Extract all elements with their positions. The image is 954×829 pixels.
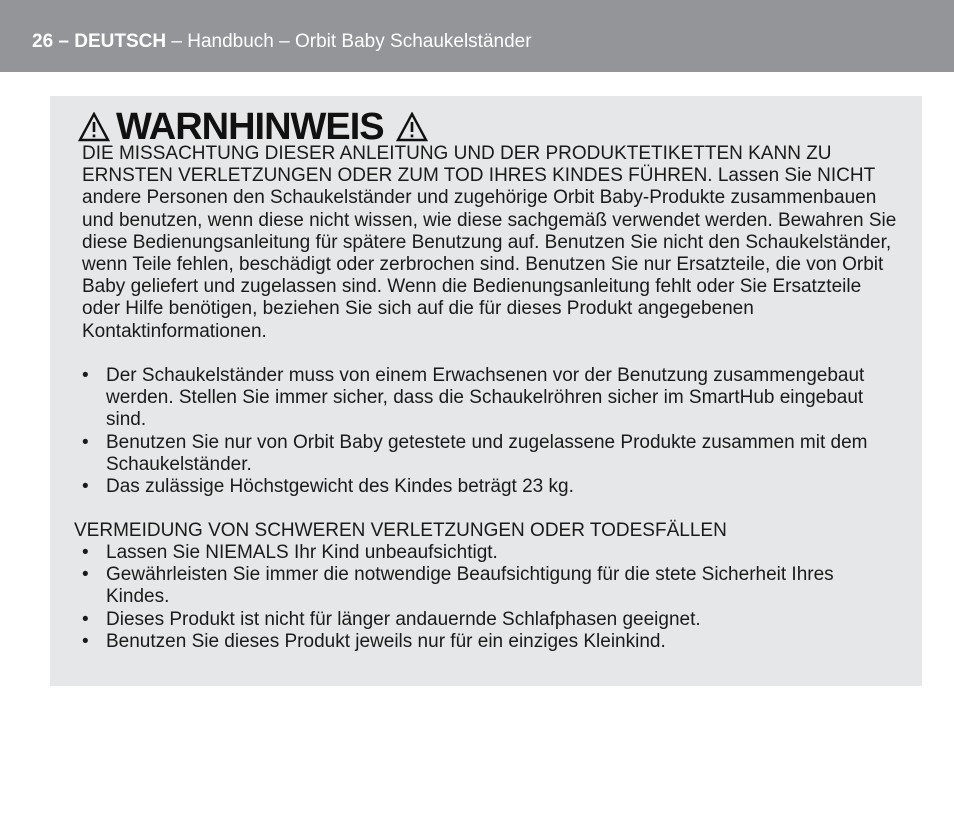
warning-intro-paragraph: DIE MISSACHTUNG DIESER ANLEITUNG UND DER PRODUKTETIKETTEN KANN ZU ERNSTEN VERLETZUNGEN ODER ZUM TOD IHRES KINDES FÜHREN. Lassen Sie NICHT andere Personen den Schaukelständer und zugehörige Orbit Baby-Produkte zusammenbauen und benutzen, wenn diese nicht wissen, wie diese sachgemäß verwendet werden. Bewahren Sie diese Bedienungsanleitung für spätere Benutzung auf. Benutzen Sie nicht den Schaukelständer, wenn Teile fehlen, beschädigt oder zerbrochen sind. Benutzen Sie nur Ersatzteile, die von Orbit Baby geliefert und zugelassen sind. Wenn die Bedienungsanleitung fehlt oder Sie Ersatzteile oder Hilfe benötigen, beziehen Sie sich auf die für dieses Produkt angegebenen Kontaktinformationen.: [82, 143, 897, 342]
bullet-icon: •: [82, 542, 89, 563]
list-item: [82, 432, 897, 476]
warning-title: WARNHINWEIS: [116, 106, 384, 148]
header-manual-title: – Handbuch – Orbit Baby Schaukelständer: [166, 31, 532, 52]
header-language: DEUTSCH: [74, 31, 167, 52]
list-item: [82, 609, 897, 631]
section-heading: VERMEIDUNG VON SCHWEREN VERLETZUNGEN ODER TODESFÄLLEN: [74, 520, 727, 541]
list-item: [82, 365, 897, 432]
bullet-icon: •: [82, 564, 89, 586]
bullet-icon: •: [82, 365, 89, 386]
header-separator: –: [53, 31, 75, 52]
bullet-icon: •: [82, 431, 89, 453]
list-item-text: Der Schaukelständer muss von einem Erwachsenen vor der Benutzung zusammengebaut werden. Stellen Sie immer sicher, dass die Schaukelröhren sicher im SmartHub eingebaut sind.: [106, 365, 865, 431]
list-item-text: Benutzen Sie dieses Produkt jeweils nur für ein einziges Kleinkind.: [106, 630, 666, 652]
warning-triangle-icon: [78, 112, 110, 142]
warning-title-row: [78, 106, 428, 148]
list-item-text: Benutzen Sie nur von Orbit Baby getestete und zugelassene Produkte zusammen mit dem Schaukelständer.: [106, 431, 868, 475]
list-item: [82, 476, 897, 498]
list-item-text: Lassen Sie NIEMALS Ihr Kind unbeaufsichtigt.: [106, 542, 498, 563]
bullet-icon: •: [82, 476, 89, 498]
bullet-icon: •: [82, 630, 89, 652]
injury-prevention-list: [82, 542, 897, 653]
list-item: [82, 631, 897, 653]
list-item: [82, 542, 897, 564]
warning-bullet-list: [82, 365, 897, 498]
list-item: [82, 564, 897, 608]
list-item-text: Das zulässige Höchstgewicht des Kindes beträgt 23 kg.: [106, 476, 574, 498]
warning-triangle-icon: [396, 112, 428, 142]
header-text: [32, 30, 532, 54]
warning-box: [50, 96, 922, 686]
page-number: 26: [32, 31, 54, 52]
list-item-text: Dieses Produkt ist nicht für länger andauernde Schlafphasen geeignet.: [106, 608, 701, 630]
list-item-text: Gewährleisten Sie immer die notwendige Beaufsichtigung für die stete Sicherheit Ihres Kindes.: [106, 564, 834, 608]
bullet-icon: •: [82, 608, 89, 630]
page-header: [0, 0, 954, 72]
